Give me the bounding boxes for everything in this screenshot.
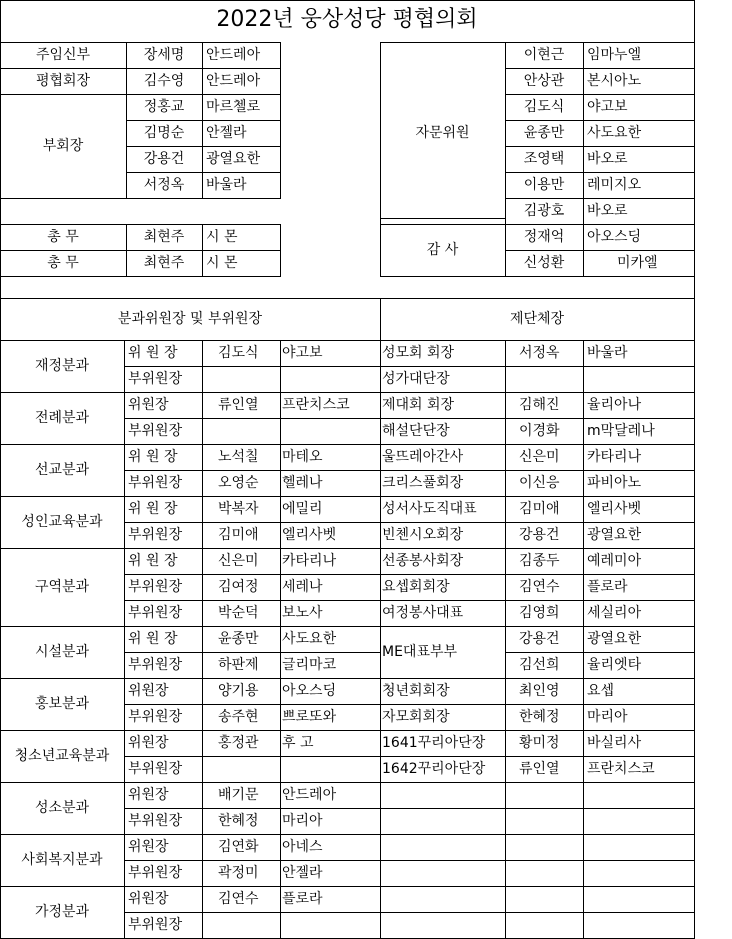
grid-line bbox=[0, 0, 695, 1]
grid-line bbox=[280, 224, 281, 277]
grid-line bbox=[124, 652, 381, 653]
member-name: 최현주 bbox=[143, 229, 185, 245]
grid-line bbox=[380, 678, 695, 679]
member-name: 김연화 bbox=[218, 839, 259, 855]
baptismal-name: 마리아 bbox=[587, 709, 628, 725]
member-name: 김명순 bbox=[143, 125, 185, 141]
member-name: 배기문 bbox=[218, 787, 259, 803]
grid-line bbox=[124, 600, 381, 601]
baptismal-name: 안젤라 bbox=[282, 865, 323, 881]
role-label: 부위원장 bbox=[128, 761, 183, 777]
organization-name: 크리스풀회장 bbox=[382, 475, 464, 491]
organization-name: 해설단단장 bbox=[382, 423, 450, 439]
member-name: 노석칠 bbox=[218, 449, 259, 465]
baptismal-name: 레미지오 bbox=[587, 177, 642, 193]
role-label: 부위원장 bbox=[128, 709, 183, 725]
role-label: 위 원 장 bbox=[128, 631, 178, 647]
grid-line bbox=[505, 340, 506, 939]
baptismal-name: 후 고 bbox=[282, 735, 314, 751]
baptismal-name: 에밀리 bbox=[282, 501, 323, 517]
member-name: 안상관 bbox=[523, 73, 565, 89]
baptismal-name: 쁘로또와 bbox=[282, 709, 337, 725]
role-label: 부위원장 bbox=[128, 475, 183, 491]
member-name: 서정옥 bbox=[143, 177, 185, 193]
baptismal-name: 바울라 bbox=[206, 177, 247, 193]
role-label: 위원장 bbox=[128, 839, 169, 855]
grid-line bbox=[202, 42, 203, 199]
baptismal-name: 마테오 bbox=[282, 449, 323, 465]
member-name: 오영순 bbox=[218, 475, 259, 491]
grid-line bbox=[380, 444, 695, 445]
role-label: 위 원 장 bbox=[128, 501, 178, 517]
grid-line bbox=[505, 172, 695, 173]
grid-line bbox=[380, 418, 695, 419]
organization-name: 울뜨레아간사 bbox=[382, 449, 464, 465]
baptismal-name: 광열요한 bbox=[206, 151, 261, 167]
baptismal-name: 광열요한 bbox=[587, 527, 642, 543]
member-name: 황미정 bbox=[519, 735, 560, 751]
baptismal-name: 사도요한 bbox=[587, 125, 642, 141]
grid-line bbox=[380, 224, 695, 225]
member-name: 김여정 bbox=[218, 579, 259, 595]
member-name: 최인영 bbox=[519, 683, 560, 699]
member-name: 강용건 bbox=[143, 151, 185, 167]
baptismal-name: 안드레아 bbox=[282, 787, 337, 803]
member-name: 송주현 bbox=[218, 709, 259, 725]
member-name: 김도식 bbox=[218, 345, 259, 361]
committee-name: 가정분과 bbox=[34, 904, 90, 920]
member-name: 류인열 bbox=[218, 397, 259, 413]
committee-name: 선교분과 bbox=[34, 462, 90, 478]
member-name: 김미애 bbox=[519, 501, 560, 517]
grid-line bbox=[0, 276, 281, 277]
member-name: 김선희 bbox=[519, 657, 560, 673]
member-name: 조영택 bbox=[523, 151, 565, 167]
grid-line bbox=[505, 94, 695, 95]
member-name: 윤종만 bbox=[218, 631, 259, 647]
grid-line bbox=[124, 704, 381, 705]
grid-line bbox=[124, 522, 381, 523]
baptismal-name: 시 몬 bbox=[206, 255, 238, 271]
organization-name: 성모회 회장 bbox=[382, 345, 455, 361]
grid-line bbox=[583, 42, 584, 277]
baptismal-name: 미카엘 bbox=[617, 255, 658, 271]
member-name: 강용건 bbox=[519, 631, 560, 647]
role-label: 위 원 장 bbox=[128, 345, 178, 361]
organization-name: 성서사도직대표 bbox=[382, 501, 477, 517]
committee-name: 성인교육분과 bbox=[21, 514, 103, 530]
baptismal-name: 바오로 bbox=[587, 203, 628, 219]
role-label: 평협회장 bbox=[35, 73, 91, 89]
role-label: 부회장 bbox=[42, 138, 84, 154]
organization-name: 빈첸시오회장 bbox=[382, 527, 464, 543]
baptismal-name: 본시아노 bbox=[587, 73, 642, 89]
member-name: 하판제 bbox=[218, 657, 259, 673]
grid-line bbox=[380, 782, 695, 783]
baptismal-name: 바울라 bbox=[587, 345, 628, 361]
member-name: 김광호 bbox=[523, 203, 565, 219]
grid-line bbox=[380, 730, 695, 731]
committee-name: 사회복지분과 bbox=[21, 852, 103, 868]
section-header: 분과위원장 및 부위원장 bbox=[117, 311, 263, 327]
baptismal-name: 보노사 bbox=[282, 605, 323, 621]
grid-line bbox=[124, 366, 381, 367]
grid-line bbox=[380, 392, 695, 393]
grid-line bbox=[380, 496, 695, 497]
member-name: 한혜정 bbox=[519, 709, 560, 725]
baptismal-name: 마리아 bbox=[282, 813, 323, 829]
grid-line bbox=[505, 146, 695, 147]
grid-line bbox=[202, 224, 203, 277]
role-label: 총 무 bbox=[47, 255, 79, 271]
grid-line bbox=[380, 860, 695, 861]
grid-line bbox=[380, 340, 695, 341]
role-label: 위원장 bbox=[128, 891, 169, 907]
organization-name: 청년회회장 bbox=[382, 683, 450, 699]
organization-name: 선종봉사회장 bbox=[382, 553, 464, 569]
baptismal-name: m막달레나 bbox=[587, 423, 655, 439]
role-label: 위원장 bbox=[128, 683, 169, 699]
grid-line bbox=[0, 198, 281, 199]
baptismal-name: 엘리사벳 bbox=[282, 527, 337, 543]
baptismal-name: 광열요한 bbox=[587, 631, 642, 647]
role-label: 부위원장 bbox=[128, 371, 183, 387]
baptismal-name: 엘리사벳 bbox=[587, 501, 642, 517]
grid-line bbox=[380, 298, 381, 939]
member-name: 김영희 bbox=[519, 605, 560, 621]
baptismal-name: 플로라 bbox=[282, 891, 323, 907]
committee-name: 시설분과 bbox=[34, 644, 90, 660]
committee-name: 전례분과 bbox=[34, 410, 90, 426]
section-header: 제단체장 bbox=[509, 311, 565, 327]
role-label: 위원장 bbox=[128, 397, 169, 413]
baptismal-name: 임마누엘 bbox=[587, 47, 642, 63]
grid-line bbox=[380, 470, 695, 471]
member-name: 박순덕 bbox=[218, 605, 259, 621]
role-label: 주임신부 bbox=[35, 47, 91, 63]
role-label: 자문위원 bbox=[415, 125, 470, 141]
committee-name: 청소년교육분과 bbox=[14, 748, 110, 764]
member-name: 이신응 bbox=[519, 475, 560, 491]
grid-line bbox=[202, 340, 203, 939]
grid-line bbox=[380, 522, 695, 523]
baptismal-name: 요셉 bbox=[587, 683, 615, 699]
member-name: 김미애 bbox=[218, 527, 259, 543]
grid-line bbox=[505, 198, 695, 199]
member-name: 이경화 bbox=[519, 423, 560, 439]
grid-line bbox=[380, 548, 695, 549]
member-name: 한혜정 bbox=[218, 813, 259, 829]
committee-name: 재정분과 bbox=[34, 358, 90, 374]
baptismal-name: 야고보 bbox=[282, 345, 323, 361]
member-name: 박복자 bbox=[218, 501, 259, 517]
committee-name: 성소분과 bbox=[34, 800, 90, 816]
member-name: 홍정관 bbox=[218, 735, 259, 751]
role-label: 위 원 장 bbox=[128, 553, 178, 569]
baptismal-name: 파비아노 bbox=[587, 475, 642, 491]
grid-line bbox=[505, 250, 695, 251]
organization-name: 제대회 회장 bbox=[382, 397, 455, 413]
member-name: 서정옥 bbox=[519, 345, 560, 361]
organization-name: 성가대단장 bbox=[382, 371, 450, 387]
baptismal-name: 율리엣타 bbox=[587, 657, 642, 673]
member-name: 신은미 bbox=[218, 553, 259, 569]
member-name: 최현주 bbox=[143, 255, 185, 271]
grid-line bbox=[380, 912, 695, 913]
grid-line bbox=[380, 756, 695, 757]
organization-name: ME대표부부 bbox=[382, 644, 458, 660]
role-label: 위원장 bbox=[128, 787, 169, 803]
role-label: 감 사 bbox=[426, 242, 459, 258]
member-name: 정홍교 bbox=[143, 99, 185, 115]
baptismal-name: 야고보 bbox=[587, 99, 628, 115]
role-label: 부위원장 bbox=[128, 423, 183, 439]
member-name: 류인열 bbox=[519, 761, 560, 777]
organization-name: 1641꾸리아단장 bbox=[382, 735, 486, 751]
grid-line bbox=[583, 340, 584, 939]
member-name: 윤종만 bbox=[523, 125, 565, 141]
grid-line bbox=[505, 120, 695, 121]
page-title: 2022년 웅상성당 평협의회 bbox=[216, 7, 478, 32]
member-name: 강용건 bbox=[519, 527, 560, 543]
member-name: 신은미 bbox=[519, 449, 560, 465]
grid-line bbox=[280, 42, 281, 199]
baptismal-name: 아오스딩 bbox=[587, 229, 642, 245]
member-name: 신성환 bbox=[523, 255, 565, 271]
member-name: 김연수 bbox=[519, 579, 560, 595]
member-name: 정재억 bbox=[523, 229, 565, 245]
baptismal-name: 안젤라 bbox=[206, 125, 247, 141]
role-label: 부위원장 bbox=[128, 527, 183, 543]
baptismal-name: 예레미아 bbox=[587, 553, 642, 569]
grid-line bbox=[380, 704, 695, 705]
baptismal-name: 아네스 bbox=[282, 839, 323, 855]
grid-line bbox=[124, 340, 125, 939]
organization-name: 자모회회장 bbox=[382, 709, 450, 725]
organization-name: 요셉회회장 bbox=[382, 579, 450, 595]
member-name: 양기용 bbox=[218, 683, 259, 699]
committee-name: 홍보분과 bbox=[34, 696, 90, 712]
role-label: 위원장 bbox=[128, 735, 169, 751]
baptismal-name: 시 몬 bbox=[206, 229, 238, 245]
grid-line bbox=[380, 574, 695, 575]
grid-line bbox=[380, 886, 695, 887]
role-label: 부위원장 bbox=[128, 813, 183, 829]
member-name: 김종두 bbox=[519, 553, 560, 569]
baptismal-name: 안드레아 bbox=[206, 73, 261, 89]
member-name: 김도식 bbox=[523, 99, 565, 115]
baptismal-name: 사도요한 bbox=[282, 631, 337, 647]
grid-line bbox=[380, 834, 695, 835]
grid-line bbox=[505, 276, 695, 277]
baptismal-name: 카타리나 bbox=[282, 553, 337, 569]
member-name: 장세명 bbox=[143, 47, 185, 63]
member-name: 김연수 bbox=[218, 891, 259, 907]
baptismal-name: 마르첼로 bbox=[206, 99, 261, 115]
committee-name: 구역분과 bbox=[34, 579, 90, 595]
grid-line bbox=[124, 912, 381, 913]
grid-line bbox=[380, 600, 695, 601]
role-label: 위 원 장 bbox=[128, 449, 178, 465]
role-label: 부위원장 bbox=[128, 605, 183, 621]
baptismal-name: 플로라 bbox=[587, 579, 628, 595]
role-label: 부위원장 bbox=[128, 657, 183, 673]
grid-line bbox=[124, 756, 381, 757]
role-label: 부위원장 bbox=[128, 917, 183, 933]
baptismal-name: 율리아나 bbox=[587, 397, 642, 413]
grid-line bbox=[124, 418, 381, 419]
baptismal-name: 카타리나 bbox=[587, 449, 642, 465]
grid-line bbox=[380, 626, 695, 627]
grid-line bbox=[124, 860, 381, 861]
role-label: 부위원장 bbox=[128, 579, 183, 595]
member-name: 김수영 bbox=[143, 73, 185, 89]
grid-line bbox=[124, 808, 381, 809]
grid-line bbox=[505, 42, 695, 43]
baptismal-name: 바실리사 bbox=[587, 735, 642, 751]
baptismal-name: 아오스딩 bbox=[282, 683, 337, 699]
role-label: 부위원장 bbox=[128, 865, 183, 881]
organization-name: 여정봉사대표 bbox=[382, 605, 464, 621]
grid-line bbox=[280, 340, 281, 939]
organization-name: 1642꾸리아단장 bbox=[382, 761, 486, 777]
member-name: 이용만 bbox=[523, 177, 565, 193]
baptismal-name: 바오로 bbox=[587, 151, 628, 167]
grid-line bbox=[124, 574, 381, 575]
grid-line bbox=[380, 366, 695, 367]
member-name: 곽정미 bbox=[218, 865, 259, 881]
grid-line bbox=[124, 470, 381, 471]
grid-line bbox=[380, 808, 695, 809]
baptismal-name: 안드레아 bbox=[206, 47, 261, 63]
baptismal-name: 프란치스코 bbox=[282, 397, 350, 413]
baptismal-name: 세실리아 bbox=[587, 605, 642, 621]
baptismal-name: 세레나 bbox=[282, 579, 323, 595]
baptismal-name: 헬레나 bbox=[282, 475, 323, 491]
grid-line bbox=[505, 68, 695, 69]
role-label: 총 무 bbox=[47, 229, 79, 245]
member-name: 김해진 bbox=[519, 397, 560, 413]
grid-line bbox=[505, 652, 695, 653]
member-name: 이현근 bbox=[523, 47, 565, 63]
baptismal-name: 글리마코 bbox=[282, 657, 337, 673]
baptismal-name: 프란치스코 bbox=[587, 761, 655, 777]
